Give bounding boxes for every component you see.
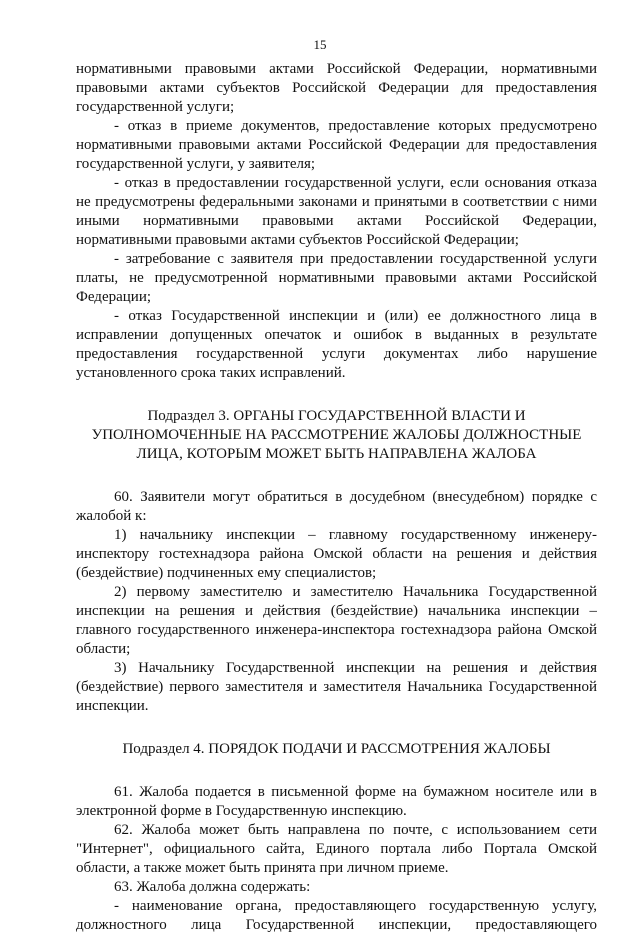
paragraph-spacer [76, 383, 597, 407]
text-line: - отказ Государственной инспекции и (или) ее должностного лица в [114, 308, 597, 324]
text-line: инспектору гостехнадзора района Омской области на решения и действия [76, 546, 597, 562]
text-line: главного государственного инженера-инспектора гостехнадзора района Омской [76, 622, 597, 638]
text-line: предоставления государственной услуги документах либо нарушение [76, 346, 597, 362]
text-line: государственной услуги, у заявителя; [76, 156, 316, 172]
text-line: нормативными правовыми актами Российской Федерации для предоставления [76, 137, 597, 153]
text-line: (бездействие) подчиненных ему специалистов; [76, 565, 377, 581]
text-line: - отказ в приеме документов, предоставление которых предусмотрено [114, 118, 597, 134]
text-line: 60. Заявители могут обратиться в досудебном (внесудебном) порядке с [114, 489, 597, 505]
text-line: не предусмотрены федеральными законами и принятыми в соответствии с ними [76, 194, 597, 210]
text-line: должностного лица Государственной инспекции, предоставляющего [76, 917, 597, 933]
section-heading-line: УПОЛНОМОЧЕННЫЕ НА РАССМОТРЕНИЕ ЖАЛОБЫ ДОЛЖНОСТНЫЕ [91, 427, 582, 443]
text-line: установленного срока таких исправлений. [76, 365, 346, 381]
text-line: "Интернет", официального сайта, Единого портала либо Портала Омской [76, 841, 597, 857]
text-line: государственной услуги; [76, 99, 235, 115]
text-line: иными нормативными правовыми актами Российской Федерации, [76, 213, 597, 229]
paragraph-spacer [76, 716, 597, 740]
text-line: - наименование органа, предоставляющего государственную услугу, [114, 898, 597, 914]
text-line: электронной форме в Государственную инспекцию. [76, 803, 407, 819]
text-line: 61. Жалоба подается в письменной форме на бумажном носителе или в [114, 784, 597, 800]
text-line: нормативными правовыми актами Российской Федерации, нормативными [76, 61, 597, 77]
text-line: - затребование с заявителя при предоставлении государственной услуги [114, 251, 597, 267]
text-line: исправлении допущенных опечаток и ошибок в выданных в результате [76, 327, 597, 343]
text-line: (бездействие) первого заместителя и заместителя Начальника Государственной [76, 679, 597, 695]
page-number: 15 [313, 37, 327, 52]
section-heading-line: Подраздел 3. ОРГАНЫ ГОСУДАРСТВЕННОЙ ВЛАСТИ И [147, 408, 526, 424]
text-line: 63. Жалоба должна содержать: [114, 879, 311, 895]
paragraph-spacer [76, 759, 597, 783]
section-heading-line: ЛИЦА, КОТОРЫМ МОЖЕТ БЫТЬ НАПРАВЛЕНА ЖАЛОБА [136, 446, 537, 462]
text-line: правовыми актами субъектов Российской Федерации для предоставления [76, 80, 597, 96]
text-line: инспекции. [76, 698, 149, 714]
section-heading-line: Подраздел 4. ПОРЯДОК ПОДАЧИ И РАССМОТРЕНИЯ ЖАЛОБЫ [122, 741, 551, 757]
text-line: инспекции на решения и действия (бездействие) начальника инспекции – [76, 603, 597, 619]
text-line: 62. Жалоба может быть направлена по почте, с использованием сети [114, 822, 597, 838]
text-line: - отказ в предоставлении государственной услуги, если основания отказа [114, 175, 597, 191]
text-line: области; [76, 641, 131, 657]
text-line: платы, не предусмотренной нормативными правовыми актами Российской [76, 270, 597, 286]
text-line: области, а также может быть принята при личном приеме. [76, 860, 449, 876]
text-line: 3) Начальнику Государственной инспекции на решения и действия [114, 660, 597, 676]
text-line: Федерации; [76, 289, 152, 305]
paragraph-spacer [76, 464, 597, 488]
text-line: нормативными правовыми актами субъектов Российской Федерации; [76, 232, 519, 248]
text-line: жалобой к: [76, 508, 147, 524]
text-line: 1) начальнику инспекции – главному государственному инженеру- [114, 527, 597, 543]
text-line: 2) первому заместителю и заместителю Начальника Государственной [114, 584, 597, 600]
document-body [76, 60, 597, 935]
